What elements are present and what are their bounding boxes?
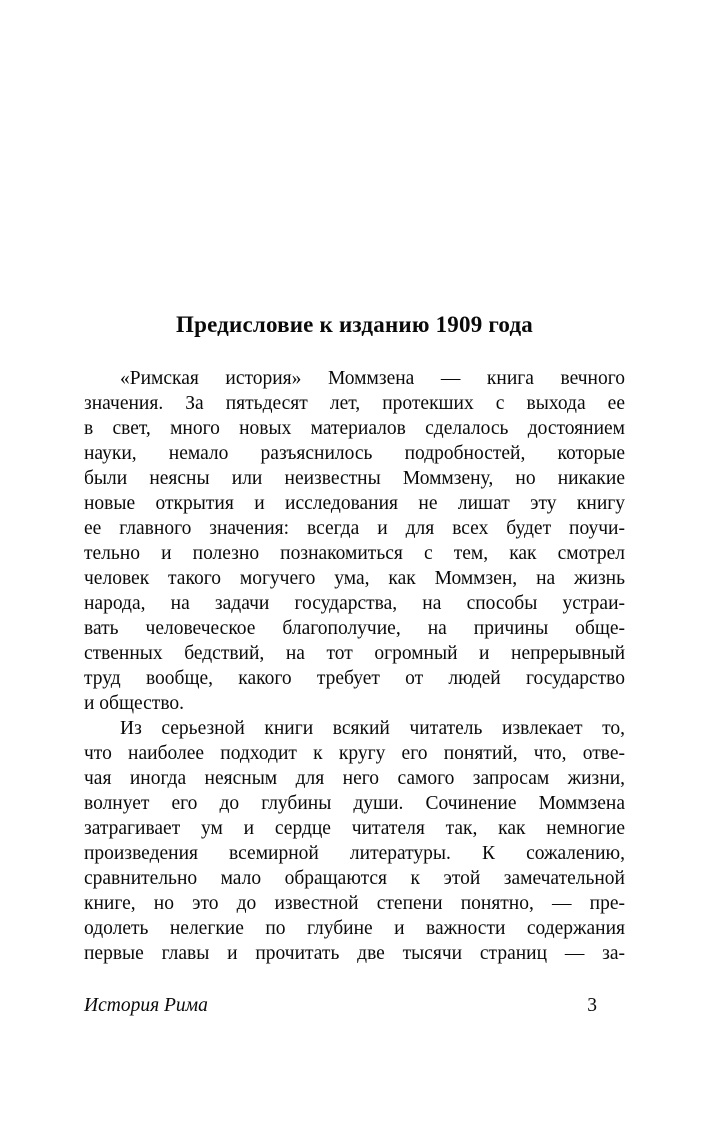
text-line: Из серьезной книги всякий читатель извлекает то,: [120, 718, 625, 739]
text-line: сравнительно мало обращаются к этой замечательной: [84, 868, 625, 889]
paragraph: [84, 366, 625, 716]
text-line: науки, немало разъяснилось подробностей, которые: [84, 443, 625, 464]
text-line: произведения всемирной литературы. К сожалению,: [84, 843, 625, 864]
text-line: чая иногда неясным для него самого запросам жизни,: [84, 768, 625, 789]
text-line: народа, на задачи государства, на способы устраи-: [84, 593, 625, 614]
page-number: 3: [587, 995, 597, 1016]
text-line: тельно и полезно познакомиться с тем, как смотрел: [84, 543, 625, 564]
text-line: вать человеческое благополучие, на причины обще-: [84, 618, 625, 639]
running-title: История Рима: [84, 995, 208, 1016]
text-line: значения. За пятьдесят лет, протекших с выхода ее: [84, 393, 625, 414]
text-line: затрагивает ум и сердце читателя так, как немногие: [84, 818, 625, 839]
text-line: волнует его до глубины души. Сочинение Моммзена: [84, 793, 625, 814]
text-line: одолеть нелегкие по глубине и важности содержания: [84, 918, 625, 939]
text-line: книге, но это до известной степени понятно, — пре-: [84, 893, 625, 914]
text-line: что наиболее подходит к кругу его понятий, что, отве-: [84, 743, 625, 764]
text-line: ственных бедствий, на тот огромный и непрерывный: [84, 643, 625, 664]
text-line: в свет, много новых материалов сделалось достоянием: [84, 418, 625, 439]
paragraph: [84, 716, 625, 966]
text-line: труд вообще, какого требует от людей государство: [84, 668, 625, 689]
text-line: ее главного значения: всегда и для всех будет поучи-: [84, 518, 625, 539]
text-line: новые открытия и исследования не лишат эту книгу: [84, 493, 625, 514]
page-footer: [84, 995, 625, 1017]
chapter-heading: Предисловие к изданию 1909 года: [176, 312, 533, 337]
text-line: были неясны или неизвестны Моммзену, но никакие: [84, 468, 625, 489]
text-line: человек такого могучего ума, как Моммзен, на жизнь: [84, 568, 625, 589]
text-line: первые главы и прочитать две тысячи страниц — за-: [84, 943, 625, 964]
text-line: «Римская история» Моммзена — книга вечного: [120, 368, 625, 389]
body-text: [84, 366, 625, 966]
text-line: и общество.: [84, 693, 185, 714]
